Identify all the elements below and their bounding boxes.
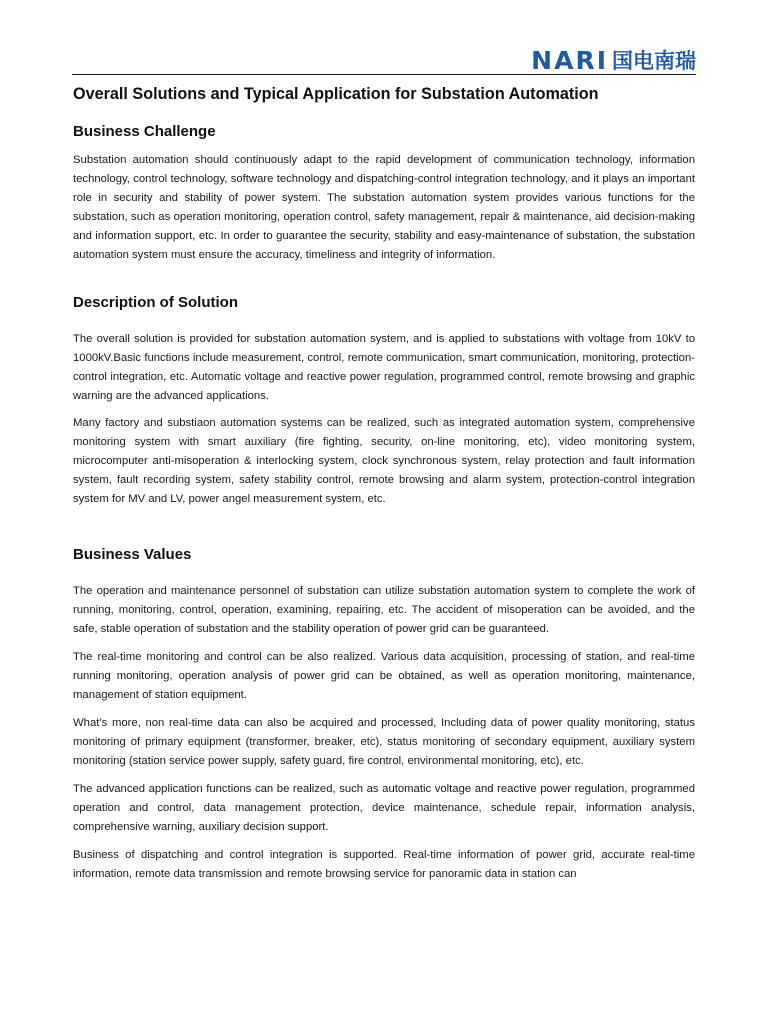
business-challenge-heading: Business Challenge: [73, 123, 216, 140]
description-paragraph: The overall solution is provided for substation automation system, and is applied to substations with voltage from 10kV to 1000kV.Basic functions include measurement, control, remote communication, smart communication, monitoring, protection-control integration, etc. Automatic voltage and reactive power regulation, programmed control, remote browsing and graphic warning are the advanced applications.: [73, 333, 695, 402]
business-values-paragraph: The real-time monitoring and control can be also realized. Various data acquisition, processing of station, and real-time running monitoring, operation analysis of power grid can be obtained, as well as operation monitoring, maintenance, management of station equipment.: [73, 651, 695, 701]
logo-chinese-text: 国电南瑞: [612, 49, 696, 73]
document-body: [73, 83, 695, 884]
business-values-paragraph: What’s more, non real-time data can also be acquired and processed, Including data of power quality monitoring, status monitoring of primary equipment (transformer, breaker, etc), status monitoring of secondary equipment, auxiliary system monitoring (station service power supply, safety guard, fire control, environmental monitoring, etc), etc.: [73, 717, 695, 767]
header-divider: [72, 74, 696, 75]
business-values-paragraph: The advanced application functions can be realized, such as automatic voltage and reactive power regulation, programmed operation and control, data management protection, device maintenance, schedule repair, information analysis, comprehensive warning, auxiliary decision support.: [73, 783, 695, 833]
document-title: Overall Solutions and Typical Application for Substation Automation: [73, 85, 599, 103]
business-values-paragraph: Business of dispatching and control integration is supported. Real-time information of power grid, accurate real-time information, remote data transmission and remote browsing service for panoramic data in station can: [73, 849, 695, 880]
business-values-paragraph: The operation and maintenance personnel of substation can utilize substation automation system to complete the work of running, monitoring, control, operation, examining, repairing, etc. The accident of misoperation can be avoided, and the safe, stable operation of substation and the stability operation of power grid can be guaranteed.: [73, 585, 695, 635]
logo-latin-text: NARI: [531, 46, 608, 75]
nari-logo: [531, 48, 696, 74]
description-paragraph: Many factory and substiaon automation systems can be realized, such as integrated automation system, comprehensive monitoring system with smart auxiliary (fire fighting, security, on-line monitoring, etc), video monitoring system, microcomputer anti-misoperation & interlocking system, clock synchronous system, relay protection and fault information system, fault recording system, safety stability control, remote browsing and alarm system, protection-control integration system for MV and LV, power angel measurement system, etc.: [73, 417, 695, 505]
business-values-heading: Business Values: [73, 546, 192, 563]
business-challenge-paragraph: Substation automation should continuously adapt to the rapid development of communication technology, information technology, control technology, software technology and dispatching-control integration technology, and it plays an important role in security and stability of power system. The substation automation system provides various functions for the substation, such as operation monitoring, operation control, safety management, repair & maintenance, aid decision-making and information support, etc. In order to guarantee the security, stability and easy-maintenance of substation, the substation automation system must ensure the accuracy, timeliness and integrity of information.: [73, 154, 695, 261]
description-heading: Description of Solution: [73, 294, 238, 311]
